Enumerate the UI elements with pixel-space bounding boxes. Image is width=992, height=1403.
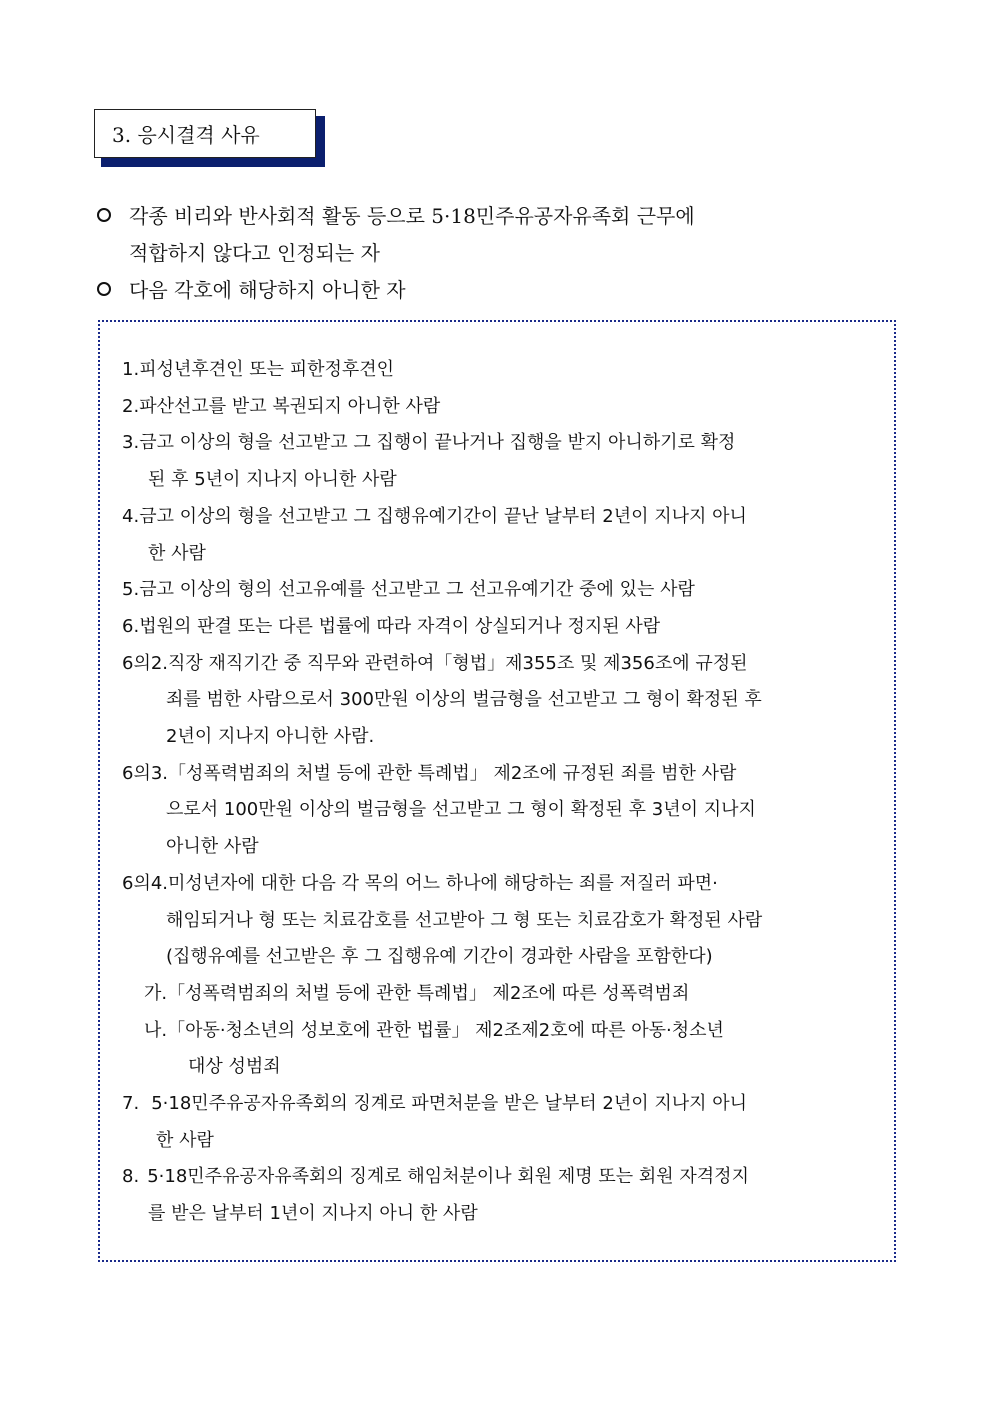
item-number: 3. [122, 432, 140, 454]
sub-item-text-cont: 대상 성범죄 [188, 1056, 281, 1078]
bullet-text-line: 다음 각호에 해당하지 아니한 자 [129, 278, 406, 302]
sub-list-item [122, 1013, 892, 1050]
item-text-cont: 된 후 5년이 지나지 아니한 사람 [148, 469, 397, 491]
list-item [122, 425, 892, 462]
item-text-cont: 죄를 범한 사람으로서 300만원 이상의 벌금형을 선고받고 그 형이 확정된 후 [166, 689, 762, 711]
item-text: 미성년자에 대한 다음 각 목의 어느 하나에 해당하는 죄를 저질러 파면· [168, 872, 718, 894]
item-text: 피성년후견인 또는 피한정후견인 [139, 359, 395, 380]
list-item [122, 866, 892, 903]
item-text: 금고 이상의 형을 선고받고 그 집행이 끝나거나 집행을 받지 아니하기로 확정 [139, 432, 736, 454]
item-text: 파산선고를 받고 복권되지 아니한 사람 [139, 395, 441, 417]
list-item [122, 1159, 892, 1196]
list-item [122, 609, 892, 646]
item-text-cont: 한 사람 [148, 542, 206, 564]
item-text: 5·18민주유공자유족회의 징계로 파면처분을 받은 날부터 2년이 지나지 아니 [151, 1093, 748, 1115]
section-title: 3. 응시결격 사유 [94, 109, 316, 158]
bullet-text-line: 적합하지 않다고 인정되는 자 [129, 241, 380, 265]
item-number: 6의4. [122, 872, 169, 894]
disqualification-list [122, 352, 892, 1233]
item-text-cont: 를 받은 날부터 1년이 지나지 아니 한 사람 [148, 1203, 478, 1225]
item-number: 6의3. [122, 762, 169, 784]
disqualification-list-box [98, 320, 896, 1262]
bullet-text-line: 각종 비리와 반사회적 활동 등으로 5·18민주유공자유족회 근무에 [129, 204, 695, 228]
item-text-cont: 아니한 사람 [166, 836, 259, 858]
item-number: 4. [122, 505, 140, 527]
sub-item-text: 「아동·청소년의 성보호에 관한 법률」 제2조제2호에 따른 아동·청소년 [167, 1019, 724, 1041]
list-item [122, 389, 892, 426]
item-text: 5·18민주유공자유족회의 징계로 해임처분이나 회원 제명 또는 회원 자격정지 [147, 1166, 749, 1188]
sub-list-item [122, 976, 892, 1013]
bullet-item [97, 272, 917, 309]
item-number: 1. [122, 359, 140, 380]
list-item [122, 572, 892, 609]
list-item [122, 756, 892, 793]
item-number: 6. [122, 615, 140, 637]
item-number: 6의2. [122, 652, 169, 674]
item-text: 직장 재직기간 중 직무와 관련하여「형법」제355조 및 제356조에 규정된 [168, 652, 748, 674]
item-number: 8. [122, 1166, 140, 1188]
sub-item-text: 「성폭력범죄의 처벌 등에 관한 특례법」 제2조에 따른 성폭력범죄 [167, 982, 690, 1004]
item-text: 법원의 판결 또는 다른 법률에 따라 자격이 상실되거나 정지된 사람 [139, 615, 661, 637]
item-text: 금고 이상의 형의 선고유예를 선고받고 그 선고유예기간 중에 있는 사람 [139, 579, 695, 601]
item-text-cont: 해임되거나 형 또는 치료감호를 선고받아 그 형 또는 치료감호가 확정된 사람 [166, 909, 763, 931]
list-item [122, 1086, 892, 1123]
sub-item-marker: 나. [144, 1019, 168, 1041]
item-text-cont: 으로서 100만원 이상의 벌금형을 선고받고 그 형이 확정된 후 3년이 지나지 [166, 799, 756, 821]
list-item [122, 646, 892, 683]
item-number: 2. [122, 395, 140, 417]
item-text: 「성폭력범죄의 처벌 등에 관한 특례법」 제2조에 규정된 죄를 범한 사람 [168, 762, 737, 784]
section-title-box [94, 109, 316, 158]
item-text-cont: 2년이 지나지 아니한 사람. [166, 726, 375, 748]
bullet-list [97, 198, 917, 309]
item-text-cont: 한 사람 [156, 1129, 214, 1151]
item-number: 5. [122, 579, 140, 601]
item-text: 금고 이상의 형을 선고받고 그 집행유예기간이 끝난 날부터 2년이 지나지 아니 [139, 505, 747, 527]
sub-item-marker: 가. [144, 982, 168, 1004]
list-item [122, 499, 892, 536]
circle-bullet-icon [97, 282, 111, 296]
bullet-item [97, 198, 917, 272]
item-number: 7. [122, 1093, 140, 1115]
circle-bullet-icon [97, 208, 111, 222]
list-item [122, 352, 892, 389]
item-text-cont: (집행유예를 선고받은 후 그 집행유예 기간이 경과한 사람을 포함한다) [166, 946, 713, 968]
